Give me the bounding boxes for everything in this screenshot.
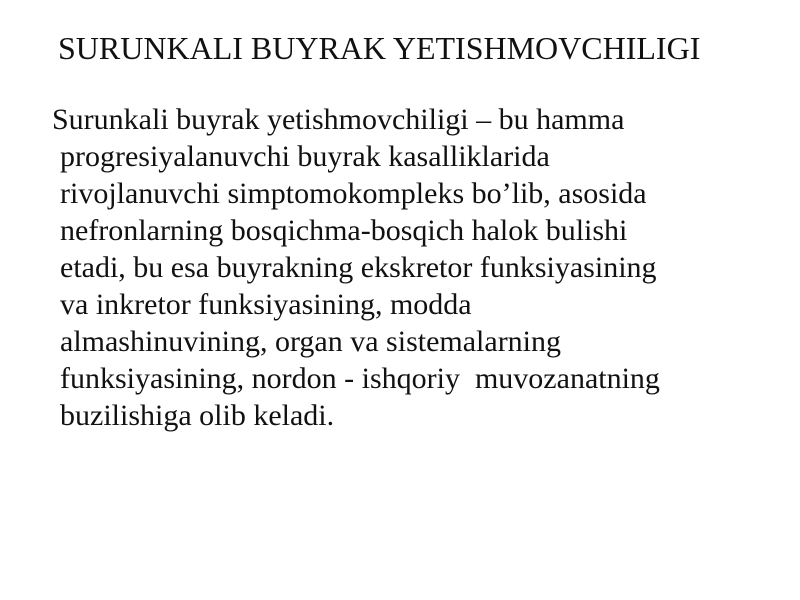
body-line: funksiyasining, nordon - ishqoriy muvozanatning [60,362,660,395]
slide-title: SURUNKALI BUYRAK YETISHMOVCHILIGI [58,30,701,66]
body-line: etadi, bu esa buyrakning ekskretor funksiyasining [60,251,657,284]
body-line: rivojlanuvchi simptomokompleks bo’lib, asosida [60,177,647,210]
body-line: va inkretor funksiyasining, modda [60,288,472,321]
body-line: nefronlarning bosqichma-bosqich halok bulishi [60,214,628,247]
body-line: almashinuvining, organ va sistemalarning [60,325,562,358]
body-line: progresiyalanuvchi buyrak kasalliklarida [60,140,550,173]
body-line: buzilishiga olib keladi. [60,399,335,432]
slide-body-paragraph [36,101,776,434]
body-line: Surunkali buyrak yetishmovchiligi – bu hamma [52,103,625,136]
